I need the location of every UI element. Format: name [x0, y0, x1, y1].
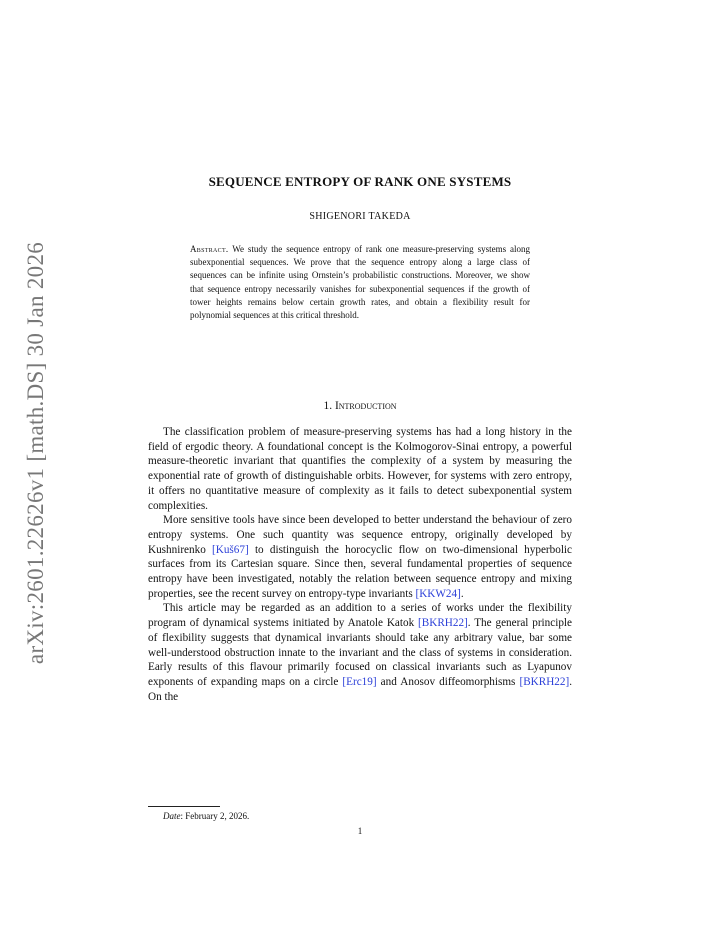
citation-link[interactable]: [BKRH22]: [519, 675, 570, 688]
footnote-label: Date: [163, 811, 181, 821]
section-number: 1.: [323, 400, 333, 412]
author-name: SHIGENORI TAKEDA: [309, 211, 411, 222]
paragraph-text: and Anosov diffeomorphisms: [376, 675, 520, 688]
paper-title: SEQUENCE ENTROPY OF RANK ONE SYSTEMS: [208, 174, 512, 189]
body-text: [148, 425, 572, 704]
page-number: 1: [357, 826, 363, 836]
citation-link[interactable]: [Kuš67]: [212, 543, 249, 556]
paragraph-text: .: [460, 587, 464, 600]
footnote: [163, 811, 249, 821]
paragraph: [148, 513, 572, 601]
citation-link[interactable]: [BKRH22]: [418, 617, 468, 630]
abstract-heading: Abstract.: [190, 244, 229, 254]
paragraph-text: This article may be regarded as an addition to a series of works under the flexibility program of dynamical systems initiated by Anatole Katok: [148, 602, 572, 630]
paragraph-text: . On the: [148, 675, 573, 703]
paragraph: [148, 601, 572, 704]
paragraph-text: More sensitive tools have since been developed to better understand the behaviour of zero entropy systems. One such quantity was sequence entropy, originally developed by Kushnirenko: [148, 514, 572, 556]
paragraph-text: The classification problem of measure-preserving systems has had a long history in the field of ergodic theory. A foundational concept is the Kolmogorov-Sinai entropy, a powerful measure-theoretic invariant that quantifies the complexity of a system by measuring the exponential rate of growth of distinguishable orbits. However, for systems with zero entropy, it offers no quantitative measure of complexity as it fails to detect subexponential system complexities.: [148, 426, 572, 512]
abstract: [190, 243, 530, 322]
paragraph-text: to distinguish the horocyclic flow on two-dimensional hyperbolic surfaces from its Cartesian square. Since then, several fundamental properties of sequence entropy have been investigated, notably the relation between sequence entropy and mixing properties, see the recent survey on entropy-type invariants: [148, 543, 572, 600]
footnote-text: : February 2, 2026.: [180, 811, 250, 821]
section-title: Introduction: [334, 400, 397, 412]
arxiv-id: arXiv:2601.22626v1 [math.DS] 30 Jan 2026: [23, 241, 48, 664]
footnote-rule: [148, 806, 220, 807]
citation-link[interactable]: [Erc19]: [342, 675, 377, 688]
paragraph: [148, 425, 572, 513]
paragraph-text: . The general principle of flexibility suggests that dynamical invariants should take any arbitrary value, bar some well-understood obstruction innate to the invariant and the class of systems in consideration. Early results of this flavour primarily focused on classical invariants such as Lyapunov exponents of expanding maps on a circle: [148, 617, 573, 688]
citation-link[interactable]: [KKW24]: [415, 587, 461, 600]
abstract-text: We study the sequence entropy of rank one measure-preserving systems along subexponential sequences. We prove that the sequence entropy along a large class of sequences can be infinite using Ornstein’s probabilistic constructions. Moreover, we show that sequence entropy necessarily vanishes for subexponential sequences if the growth of tower heights remains below certain growth rates, and obtain a flexibility result for polynomial sequences at this critical threshold.: [190, 244, 530, 321]
arxiv-stamp: [15, 241, 57, 664]
section-heading: [148, 400, 572, 412]
